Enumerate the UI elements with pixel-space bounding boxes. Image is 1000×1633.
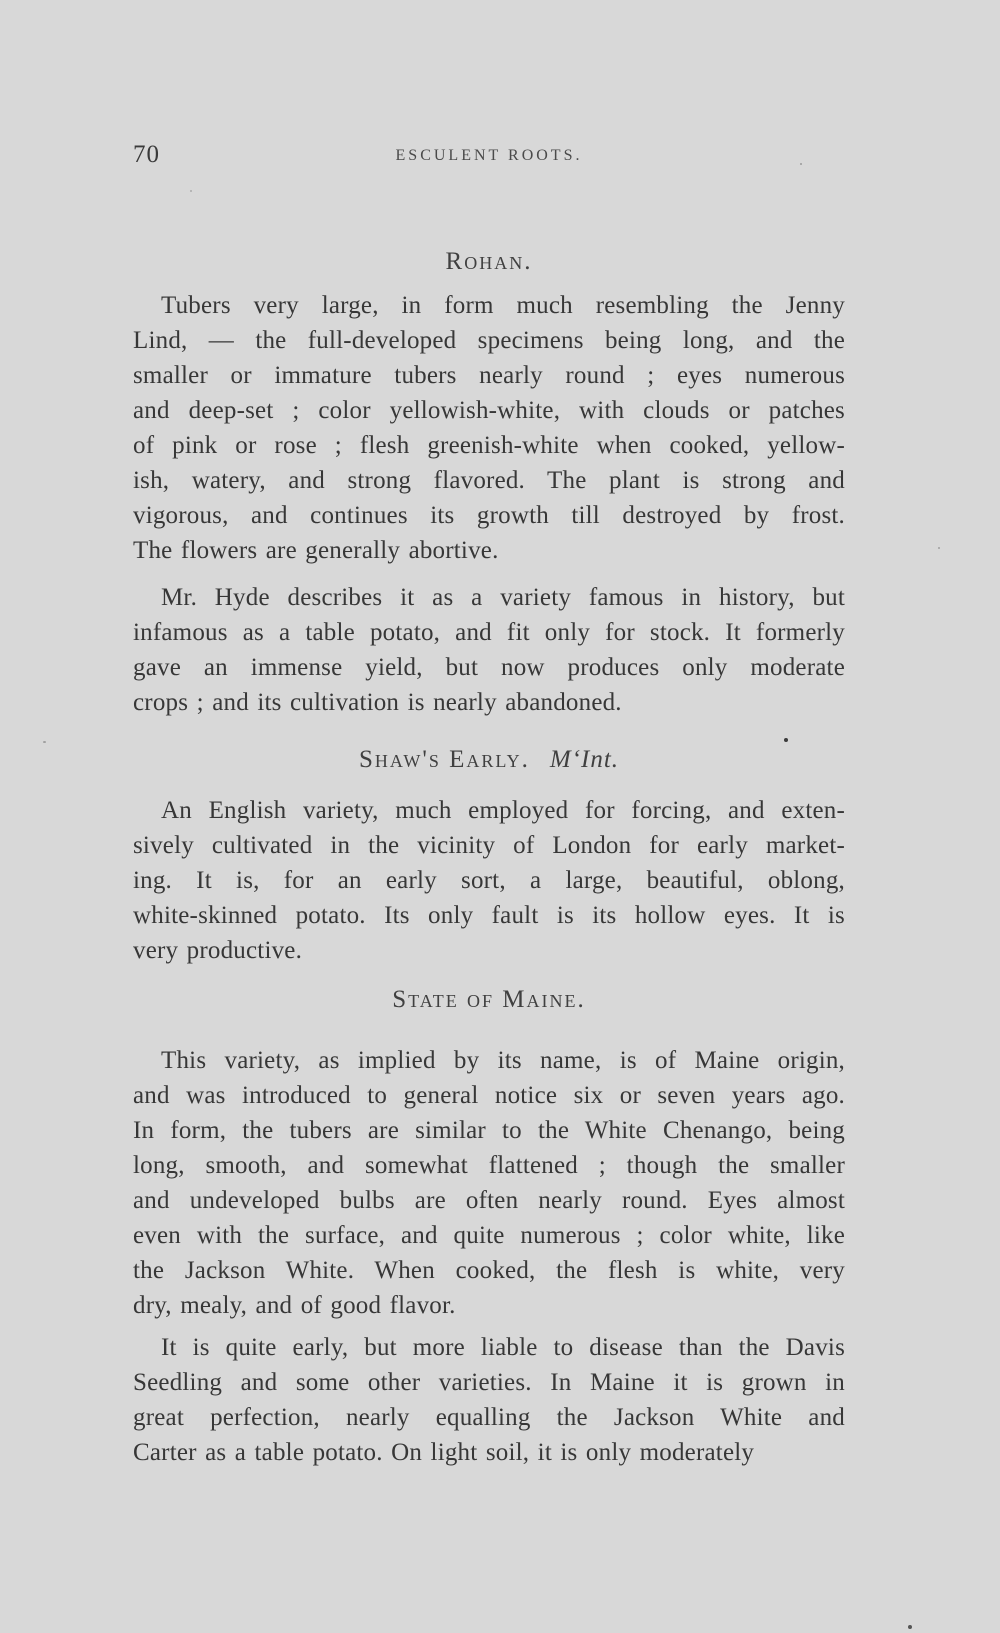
ink-speck <box>938 547 940 549</box>
text-line: white-skinned potato. Its only fault is its hollow eyes. It is <box>133 902 845 929</box>
section-heading-text: Rohan. <box>445 248 533 275</box>
ink-speck <box>784 738 788 742</box>
text-line: and deep-set ; color yellowish-white, with clouds or patches <box>133 397 845 424</box>
running-title: ESCULENT ROOTS. <box>395 147 583 164</box>
section-heading <box>133 745 845 775</box>
section-heading-text: Shaw's Early. <box>358 746 530 773</box>
page-number: 70 <box>133 141 160 168</box>
section-heading-source: M‘Int. <box>549 746 620 773</box>
text-line: Seedling and some other varieties. In Maine it is grown in <box>133 1369 845 1396</box>
text-line: dry, mealy, and of good flavor. <box>133 1292 456 1319</box>
text-line: The flowers are generally abortive. <box>133 537 499 564</box>
text-line: ing. It is, for an early sort, a large, beautiful, oblong, <box>133 867 845 894</box>
text-line: very productive. <box>133 937 303 964</box>
paragraph <box>133 1330 845 1470</box>
ink-speck <box>800 163 802 165</box>
section-heading-text: State of Maine. <box>392 986 586 1013</box>
text-line: This variety, as implied by its name, is of Maine origin, <box>161 1047 845 1074</box>
text-line: even with the surface, and quite numerous ; color white, like <box>133 1222 845 1249</box>
section-heading <box>133 247 845 277</box>
text-line: infamous as a table potato, and fit only for stock. It formerly <box>133 619 845 646</box>
text-line: smaller or immature tubers nearly round ; eyes numerous <box>133 362 845 389</box>
text-line: It is quite early, but more liable to disease than the Davis <box>161 1334 845 1361</box>
text-line: In form, the tubers are similar to the White Chenango, being <box>133 1117 845 1144</box>
text-line: ish, watery, and strong flavored. The plant is strong and <box>133 467 845 494</box>
text-line: and was introduced to general notice six or seven years ago. <box>133 1082 845 1109</box>
paragraph <box>133 288 845 568</box>
text-line: Lind, — the full-developed specimens being long, and the <box>133 327 845 354</box>
text-line: the Jackson White. When cooked, the flesh is white, very <box>133 1257 845 1284</box>
text-line: Tubers very large, in form much resembling the Jenny <box>161 292 845 319</box>
running-head <box>133 141 845 171</box>
text-line: Mr. Hyde describes it as a variety famous in history, but <box>161 584 845 611</box>
text-line: great perfection, nearly equalling the Jackson White and <box>133 1404 845 1431</box>
text-line: sively cultivated in the vicinity of London for early market- <box>133 832 845 859</box>
paragraph <box>133 793 845 968</box>
text-line: gave an immense yield, but now produces only moderate <box>133 654 845 681</box>
text-line: Carter as a table potato. On light soil, it is only moderately <box>133 1439 755 1466</box>
text-line: long, smooth, and somewhat flattened ; though the smaller <box>133 1152 845 1179</box>
ink-speck <box>190 190 192 192</box>
ink-speck <box>908 1625 912 1629</box>
paragraph <box>133 580 845 720</box>
text-line: crops ; and its cultivation is nearly abandoned. <box>133 689 622 716</box>
text-line: vigorous, and continues its growth till destroyed by frost. <box>133 502 845 529</box>
text-line: and undeveloped bulbs are often nearly round. Eyes almost <box>133 1187 845 1214</box>
text-line: An English variety, much employed for forcing, and exten- <box>161 797 845 824</box>
text-line: of pink or rose ; flesh greenish-white when cooked, yellow- <box>133 432 845 459</box>
ink-speck <box>43 741 46 743</box>
section-heading <box>133 985 845 1015</box>
paragraph <box>133 1043 845 1323</box>
